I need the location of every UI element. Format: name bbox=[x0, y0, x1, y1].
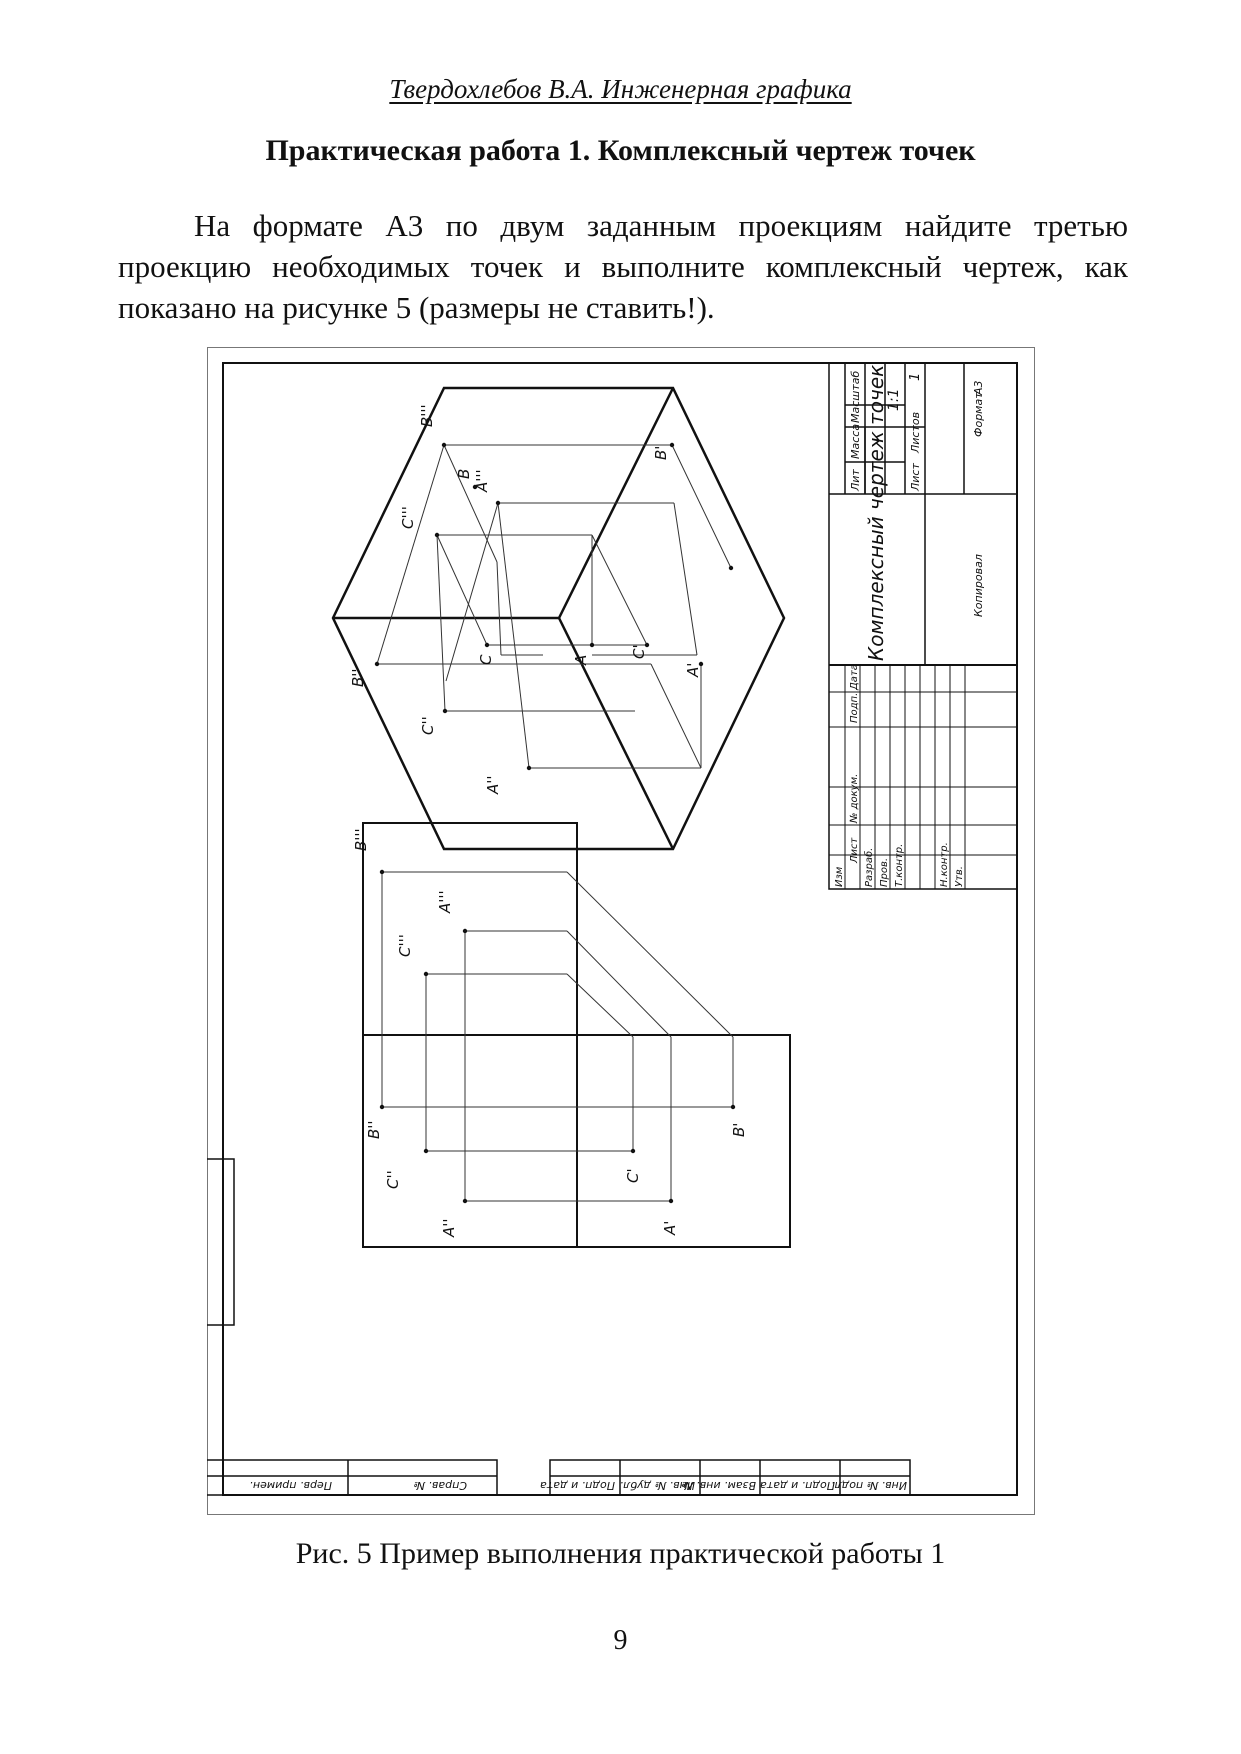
paragraph-line: проекцию необходимых точек и выполните комплексный чертеж, как bbox=[118, 249, 1128, 284]
label-ortho-c-double-prime: C'' bbox=[384, 1170, 402, 1189]
tb-sheets: Листов bbox=[909, 411, 922, 453]
paragraph-line: На формате А3 по двум заданным проекциям найдите третью bbox=[194, 208, 1128, 243]
tb-mass: Масса bbox=[849, 423, 862, 459]
tb-sheets-value: 1 bbox=[908, 372, 923, 381]
label-a-triple-prime: A''' bbox=[473, 469, 491, 492]
strip-label: Взам. инв. № bbox=[681, 1479, 756, 1492]
tb-sheet: Лист bbox=[909, 463, 922, 491]
tb-lit: Лит bbox=[849, 469, 862, 491]
tb-doc-no: № докум. bbox=[849, 773, 860, 823]
label-ortho-a-double-prime: A'' bbox=[440, 1218, 458, 1237]
figure-caption: Рис. 5 Пример выполнения практической работы 1 bbox=[295, 1537, 946, 1570]
label-b: B bbox=[455, 468, 473, 479]
assignment-paragraph bbox=[118, 205, 1128, 328]
strip-label: Инв. № дубл. bbox=[619, 1479, 695, 1492]
paragraph-line: показано на рисунке 5 (размеры не ставить!). bbox=[118, 290, 715, 325]
title-block-text bbox=[834, 365, 985, 887]
label-ortho-a-prime: A' bbox=[661, 1220, 679, 1235]
label-ortho-c-prime: C' bbox=[624, 1168, 642, 1183]
page-number: 9 bbox=[613, 1625, 628, 1656]
binding-stub bbox=[207, 1159, 234, 1325]
strip-label: Подп. и дата bbox=[760, 1479, 835, 1492]
tb-sign: Подп. bbox=[849, 692, 860, 723]
strip-label: Перв. примен. bbox=[249, 1479, 332, 1492]
label-b-prime: B' bbox=[652, 445, 670, 460]
tb-changes: Изм bbox=[834, 866, 845, 887]
tb-ncontrol: Н.контр. bbox=[939, 842, 950, 887]
tb-developed: Разраб. bbox=[864, 847, 875, 887]
tb-scale-value: 1:1 bbox=[886, 388, 902, 411]
tb-date: Дата bbox=[849, 664, 860, 690]
label-c: C bbox=[477, 654, 495, 665]
label-a: A bbox=[572, 654, 590, 665]
label-b-triple-prime: B''' bbox=[418, 404, 436, 427]
label-ortho-b-triple-prime: B''' bbox=[352, 828, 370, 851]
strip-label: Подп. и дата bbox=[540, 1479, 615, 1492]
sheet-edge bbox=[208, 348, 1035, 1515]
drawing-frame bbox=[223, 363, 1017, 1495]
label-a-prime: A' bbox=[684, 662, 702, 677]
label-c-double-prime: C'' bbox=[419, 716, 437, 735]
strip-label: Справ. № bbox=[413, 1479, 467, 1492]
tb-format-value: А3 bbox=[972, 380, 985, 395]
running-header-text: Твердохлебов В.А. Инженерная графика bbox=[389, 74, 852, 104]
running-header bbox=[0, 74, 1241, 105]
figure-drawing-sheet bbox=[207, 347, 1035, 1515]
label-b-double-prime: B'' bbox=[349, 668, 367, 687]
label-ortho-a-triple-prime: A''' bbox=[436, 890, 454, 913]
tb-tcontrol: Т.контр. bbox=[894, 843, 905, 887]
orthographic-views bbox=[363, 823, 790, 1247]
point-labels bbox=[349, 404, 748, 1238]
label-ortho-b-double-prime: B'' bbox=[365, 1120, 383, 1139]
tb-drawing-title: Комплексный чертеж точек bbox=[864, 364, 888, 661]
tb-approved: Утв. bbox=[954, 866, 965, 887]
tb-checked: Пров. bbox=[879, 857, 890, 887]
section-title: Практическая работа 1. Комплексный чертеж точек bbox=[265, 134, 976, 167]
tb-scale: Масштаб bbox=[849, 370, 862, 423]
tb-list: Лист bbox=[849, 837, 860, 863]
isometric-cube bbox=[333, 388, 784, 849]
label-c-prime: C' bbox=[630, 644, 648, 659]
label-ortho-b-prime: B' bbox=[730, 1122, 748, 1137]
label-c-triple-prime: C''' bbox=[399, 506, 417, 529]
tb-format: Формат bbox=[972, 392, 985, 437]
label-ortho-c-triple-prime: C''' bbox=[396, 934, 414, 957]
strip-label: Инв. № подл. bbox=[831, 1479, 907, 1492]
tb-copied: Копировал bbox=[972, 554, 985, 617]
label-a-double-prime: A'' bbox=[484, 775, 502, 794]
